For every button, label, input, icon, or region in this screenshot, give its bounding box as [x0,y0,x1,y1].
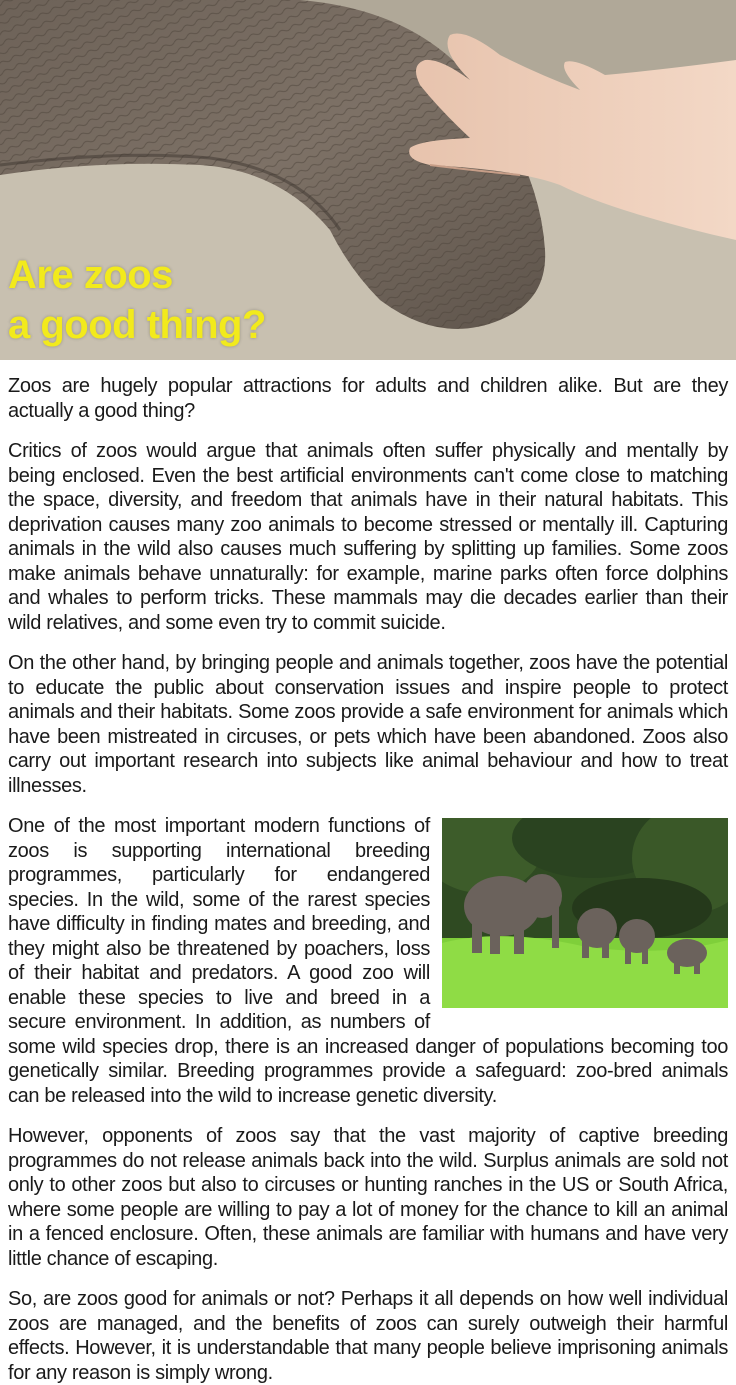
hero-banner [0,0,736,360]
paragraph-2: Critics of zoos would argue that animals often suffer physically and mentally by being enclosed. Even the best artificial environments can't come close to matching the space, diversity, and freedom that animals have in their natural habitats. This deprivation causes many zoo animals to become stressed or mentally ill. Capturing animals in the wild also causes much suffering by splitting up families. Some zoos make animals behave unnaturally: for example, marine parks often force dolphins and whales to perform tricks. These mammals may die decades earlier than their wild relatives, and some even try to commit suicide. [8,440,728,634]
paragraph-1: Zoos are hugely popular attractions for adults and children alike. But are they actually a good thing? [8,375,728,422]
paragraph-5: However, opponents of zoos say that the vast majority of captive breeding programmes do not release animals back into the wild. Surplus animals are sold not only to other zoos but also to circuses or hunting ranches in the US or South Africa, where some people are willing to pay a lot of money for the chance to kill an animal in a fenced enclosure. Often, these animals are familiar with humans and have very little chance of escaping. [8,1125,728,1270]
article-body [0,360,736,1385]
paragraph-6: So, are zoos good for animals or not? Perhaps it all depends on how well individual zoos are managed, and the benefits of zoos can surely outweigh their harmful effects. However, it is understandable that many people believe imprisoning animals for any reason is simply wrong. [8,1288,728,1384]
paragraph-4: One of the most important modern functions of zoos is supporting international breeding programmes, particularly for endangered species. In the wild, some of the rarest species have difficulty in finding mates and breeding, and they might also be threatened by poachers, loss of their habitat and predators. A good zoo will enable these species to live and breed in a secure environment. In addition, as numbers of some wild species drop, there is an increased danger of populations becoming too genetically similar. Breeding programmes provide a safeguard: zoo-bred animals can be released into the wild to increase genetic diversity. [8,815,728,1107]
page-title [8,250,266,350]
elephant-herd-illustration [442,818,728,1008]
elephants-photo [442,818,728,1008]
title-line-1: Are zoos [8,253,173,297]
title-line-2: a good thing? [8,303,266,347]
paragraph-3: On the other hand, by bringing people and animals together, zoos have the potential to educate the public about conservation issues and inspire people to protect animals and their habitats. Some zoos provide a safe environment for animals which have been mistreated in circuses, or pets which have been abandoned. Zoos also carry out important research into subjects like animal behaviour and how to treat illnesses. [8,652,728,797]
